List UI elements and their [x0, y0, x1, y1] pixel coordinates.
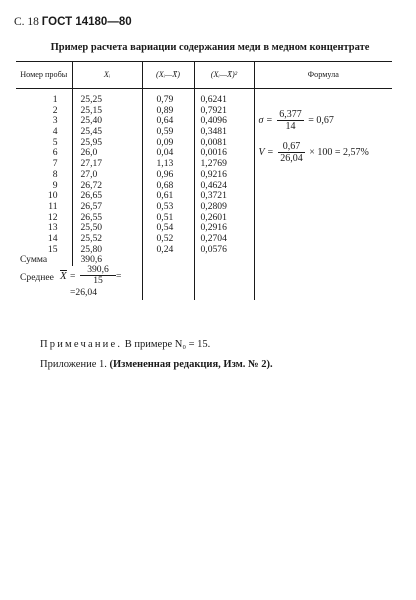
appendix-reference — [40, 359, 273, 370]
mean-label: Среднее — [20, 272, 54, 283]
sample-number: 3 — [52, 115, 58, 127]
deviation-squared-value: 0,2704 — [200, 232, 227, 244]
header-formula: Формула — [254, 62, 392, 89]
sample-number: 5 — [52, 136, 58, 148]
sigma-formula: σ = $\frac{6,377}{14}$ = 0,67 — [258, 109, 334, 132]
deviation-squared-value: 0,3721 — [200, 190, 227, 202]
sample-number: 11 — [48, 200, 58, 212]
deviation-value: 0,24 — [156, 243, 174, 255]
deviation-value: 0,68 — [156, 179, 174, 191]
sigma-denominator: 14 — [285, 121, 296, 132]
mean-symbol: X — [60, 270, 67, 282]
mean-row — [16, 266, 392, 300]
page-number: С. 18 — [14, 16, 39, 28]
header-deviation: (Xᵢ—X̄) — [142, 62, 194, 89]
sample-number-column — [16, 95, 72, 255]
deviation-value: 0,61 — [156, 190, 174, 202]
xi-value: 26,55 — [80, 211, 103, 223]
sample-number: 1 — [52, 94, 58, 105]
deviation-squared-value: 0,9216 — [200, 168, 227, 180]
sample-number: 6 — [52, 147, 58, 159]
note — [40, 339, 210, 350]
variation-numerator: 0,67 — [278, 141, 305, 153]
deviation-squared-value: 1,2769 — [200, 158, 227, 170]
sample-number: 15 — [47, 243, 58, 255]
deviation-squared-cell — [194, 89, 254, 267]
deviation-squared-value: 0,4096 — [200, 115, 227, 127]
xi-value: 27,17 — [80, 158, 103, 170]
sample-number: 9 — [52, 179, 58, 191]
deviation-squared-value: 0,2809 — [200, 200, 227, 212]
xi-value: 25,95 — [80, 136, 103, 148]
deviation-squared-column — [195, 95, 254, 255]
sample-number: 7 — [52, 158, 58, 170]
deviation-squared-value: 0,4624 — [200, 179, 227, 191]
table-header-row — [16, 62, 392, 89]
deviation-value: 0,53 — [156, 200, 174, 212]
summary-labels — [16, 255, 72, 266]
sigma-numerator: 6,377 — [279, 109, 302, 120]
variation-formula: V = $\frac{0,67}{26,04}$ × 100 = 2,57% — [258, 141, 369, 164]
variation-result: × 100 = 2,57% — [309, 146, 369, 158]
sum-label: Сумма — [20, 254, 48, 266]
formula-block — [255, 89, 393, 189]
deviation-squared-value: 0,3481 — [200, 126, 227, 138]
deviation-squared-value: 0,6241 — [200, 94, 227, 105]
mean-denominator: 15 — [93, 275, 103, 286]
deviation-value: 0,09 — [156, 136, 174, 148]
sample-number: 10 — [47, 190, 58, 202]
xi-value: 25,25 — [80, 94, 103, 105]
xi-value: 26,72 — [80, 179, 103, 191]
deviation-value: 0,89 — [156, 104, 174, 116]
deviation-cell — [142, 89, 194, 267]
sum-value: 390,6 — [80, 254, 103, 266]
appendix-text: (Измененная редакция, Изм. № 2). — [109, 359, 273, 370]
xi-value: 25,50 — [80, 222, 103, 234]
xi-value: 27,0 — [80, 168, 98, 180]
mean-result: =26,04 — [70, 287, 97, 298]
deviation-column — [143, 95, 194, 255]
deviation-squared-value: 0,2916 — [200, 222, 227, 234]
xi-value: 25,52 — [80, 232, 103, 244]
page-header — [14, 16, 132, 28]
note-text: В примере N₀ = 15. — [124, 339, 211, 350]
xi-value: 25,40 — [80, 115, 103, 127]
sample-number-cell — [16, 89, 72, 267]
deviation-value: 0,96 — [156, 168, 174, 180]
xi-column — [73, 95, 142, 255]
sample-number: 14 — [47, 232, 58, 244]
deviation-squared-value: 0,7921 — [200, 104, 227, 116]
sigma-result: = 0,67 — [308, 114, 334, 126]
xi-value: 25,80 — [80, 243, 103, 255]
xi-value: 25,15 — [80, 104, 103, 116]
deviation-value: 0,54 — [156, 222, 174, 234]
deviation-squared-value: 0,0016 — [200, 147, 227, 159]
sample-number: 4 — [52, 126, 58, 138]
formula-cell — [254, 89, 392, 267]
deviation-value: 0,64 — [156, 115, 174, 127]
sample-number: 8 — [52, 168, 58, 180]
xi-value: 26,65 — [80, 190, 103, 202]
xi-value: 26,0 — [80, 147, 98, 159]
standard-designation: ГОСТ 14180—80 — [41, 16, 132, 28]
table-body-row — [16, 89, 392, 267]
sample-number: 2 — [52, 104, 58, 116]
header-deviation-squared: (Xᵢ—X̄)² — [194, 62, 254, 89]
deviation-value: 0,59 — [156, 126, 174, 138]
variation-denominator: 26,04 — [280, 153, 303, 164]
deviation-squared-value: 0,0576 — [200, 243, 227, 255]
mean-numerator: 390,6 — [80, 265, 116, 276]
xi-value: 26,57 — [80, 200, 103, 212]
mean-block: Среднее X = 390,6 15 = =26,04 — [20, 264, 122, 298]
deviation-value: 1,13 — [156, 158, 174, 170]
deviation-value: 0,79 — [156, 94, 174, 105]
xi-cell — [72, 89, 142, 267]
appendix-label: Приложение 1. — [40, 359, 107, 370]
deviation-squared-value: 0,2601 — [200, 211, 227, 223]
header-xi: Xᵢ — [72, 62, 142, 89]
deviation-value: 0,52 — [156, 232, 174, 244]
note-label: Примечание. — [40, 339, 123, 350]
sample-number: 12 — [47, 211, 58, 223]
calculation-table — [16, 61, 392, 300]
header-sample-number: Номер пробы — [16, 62, 72, 89]
deviation-value: 0,04 — [156, 147, 174, 159]
sample-number: 13 — [47, 222, 58, 234]
xi-value: 25,45 — [80, 126, 103, 138]
deviation-squared-value: 0,0081 — [200, 136, 227, 148]
table-title: Пример расчета вариации содержания меди в медном концентрате — [50, 42, 370, 53]
deviation-value: 0,51 — [156, 211, 174, 223]
